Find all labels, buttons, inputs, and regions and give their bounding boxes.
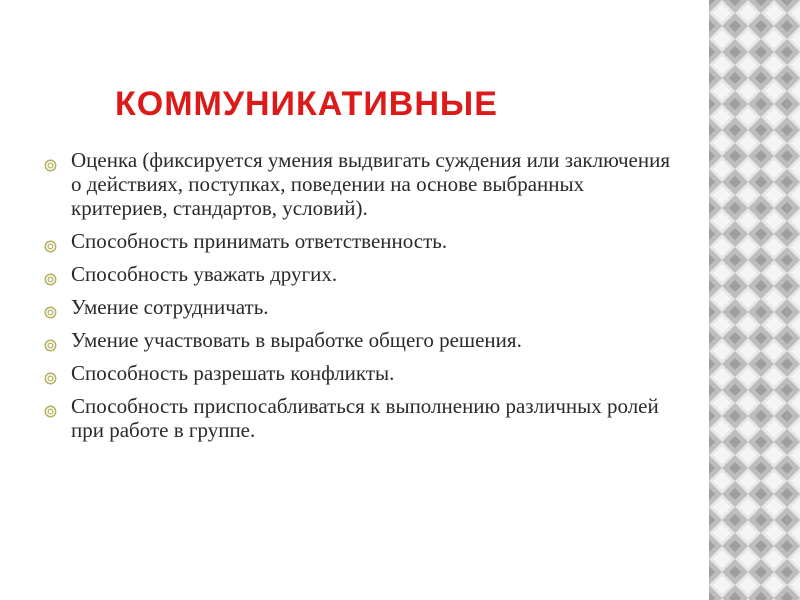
- slide-title: КОММУНИКАТИВНЫЕ: [115, 85, 498, 123]
- bullet-text: Умение участвовать в выработке общего решения.: [71, 328, 522, 352]
- concentric-circle-bullet-icon: [44, 333, 57, 346]
- concentric-circle-bullet-icon: [44, 234, 57, 247]
- concentric-circle-bullet-icon: [44, 267, 57, 280]
- bullet-list: [44, 148, 674, 451]
- bullet-text: Способность разрешать конфликты.: [71, 361, 395, 385]
- bullet-item: [44, 361, 674, 385]
- bullet-item: [44, 262, 674, 286]
- bullet-item: [44, 148, 674, 220]
- bullet-item: [44, 295, 674, 319]
- bullet-text: Способность приспосабливаться к выполнению различных ролей при работе в группе.: [71, 394, 659, 442]
- bullet-item: [44, 328, 674, 352]
- bullet-text: Оценка (фиксируется умения выдвигать суждения или заключения о действиях, поступках, поведении на основе выбранных критериев, стандартов, условий).: [71, 148, 670, 220]
- concentric-circle-bullet-icon: [44, 399, 57, 412]
- bullet-text: Способность уважать других.: [71, 262, 338, 286]
- bullet-text: Умение сотрудничать.: [71, 295, 269, 319]
- decorative-side-pattern: [709, 0, 800, 600]
- concentric-circle-bullet-icon: [44, 153, 57, 166]
- concentric-circle-bullet-icon: [44, 366, 57, 379]
- bullet-item: [44, 229, 674, 253]
- bullet-item: [44, 394, 674, 442]
- bullet-text: Способность принимать ответственность.: [71, 229, 448, 253]
- concentric-circle-bullet-icon: [44, 300, 57, 313]
